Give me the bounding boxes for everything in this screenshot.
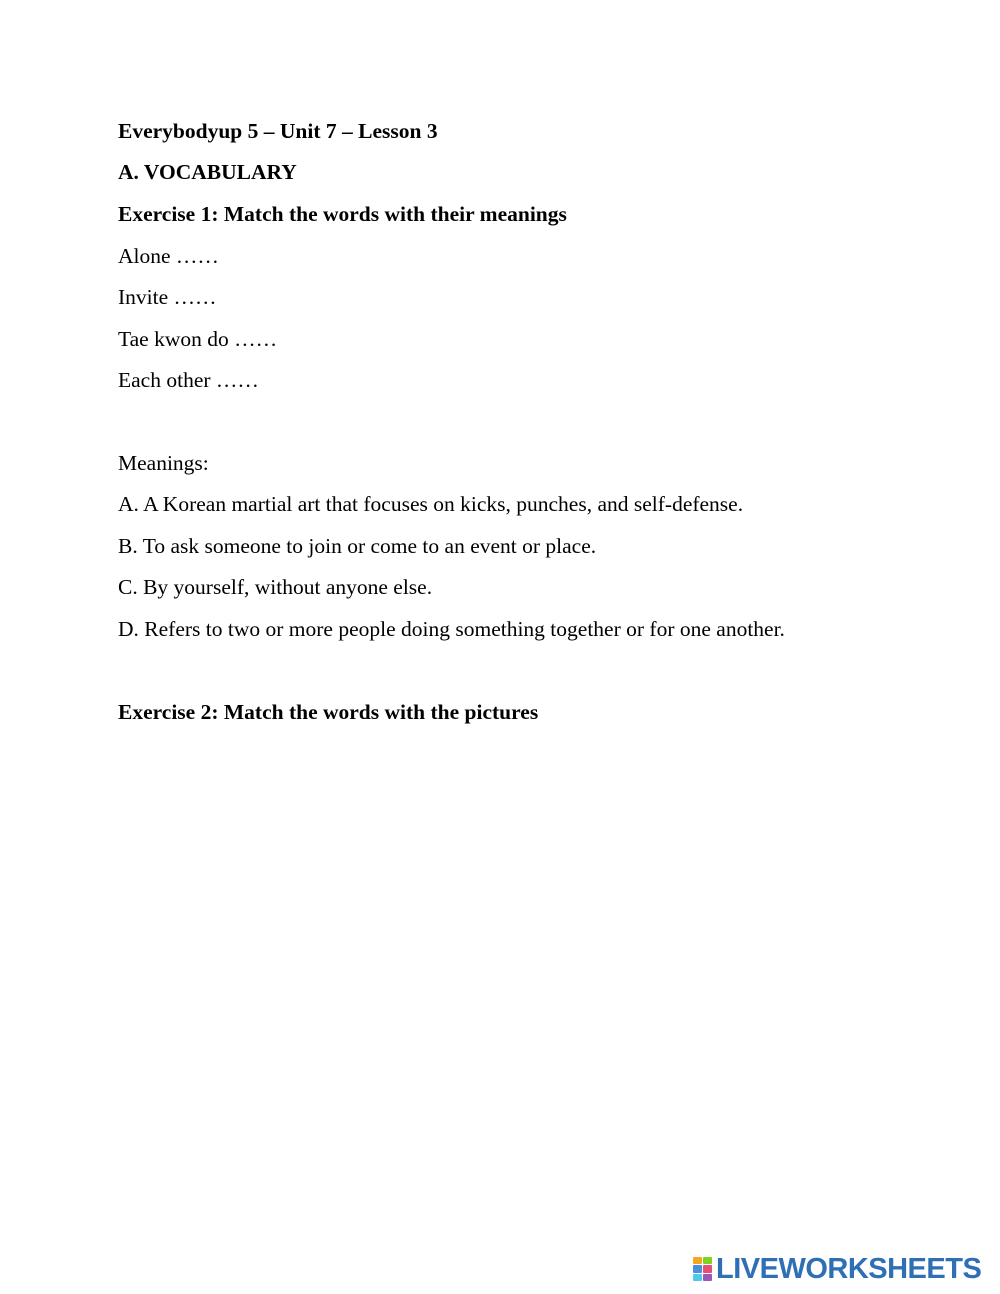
worksheet-title: Everybodyup 5 – Unit 7 – Lesson 3: [118, 119, 438, 143]
word-item-invite: Invite ……: [118, 285, 217, 309]
logo-square: [693, 1257, 702, 1264]
word-item-tae-kwon-do: Tae kwon do ……: [118, 327, 278, 351]
logo-square: [693, 1265, 702, 1272]
meaning-item-b: B. To ask someone to join or come to an event or place.: [118, 534, 597, 558]
exercise-2-heading: Exercise 2: Match the words with the pictures: [118, 700, 539, 724]
meaning-item-a: A. A Korean martial art that focuses on kicks, punches, and self-defense.: [118, 492, 744, 516]
logo-squares-icon: [693, 1257, 712, 1281]
liveworksheets-logo: [693, 1254, 981, 1284]
logo-text: LIVEWORKSHEETS: [716, 1253, 982, 1285]
word-item-alone: Alone ……: [118, 244, 219, 268]
meanings-label: Meanings:: [118, 451, 209, 475]
section-vocabulary-heading: A. VOCABULARY: [118, 160, 297, 184]
word-item-each-other: Each other ……: [118, 368, 259, 392]
meaning-item-c: C. By yourself, without anyone else.: [118, 575, 433, 599]
meaning-item-d: D. Refers to two or more people doing something together or for one another.: [118, 617, 785, 641]
exercise-1-heading: Exercise 1: Match the words with their meanings: [118, 202, 567, 226]
logo-square: [703, 1274, 712, 1281]
logo-square: [703, 1265, 712, 1272]
logo-square: [703, 1257, 712, 1264]
logo-square: [693, 1274, 702, 1281]
